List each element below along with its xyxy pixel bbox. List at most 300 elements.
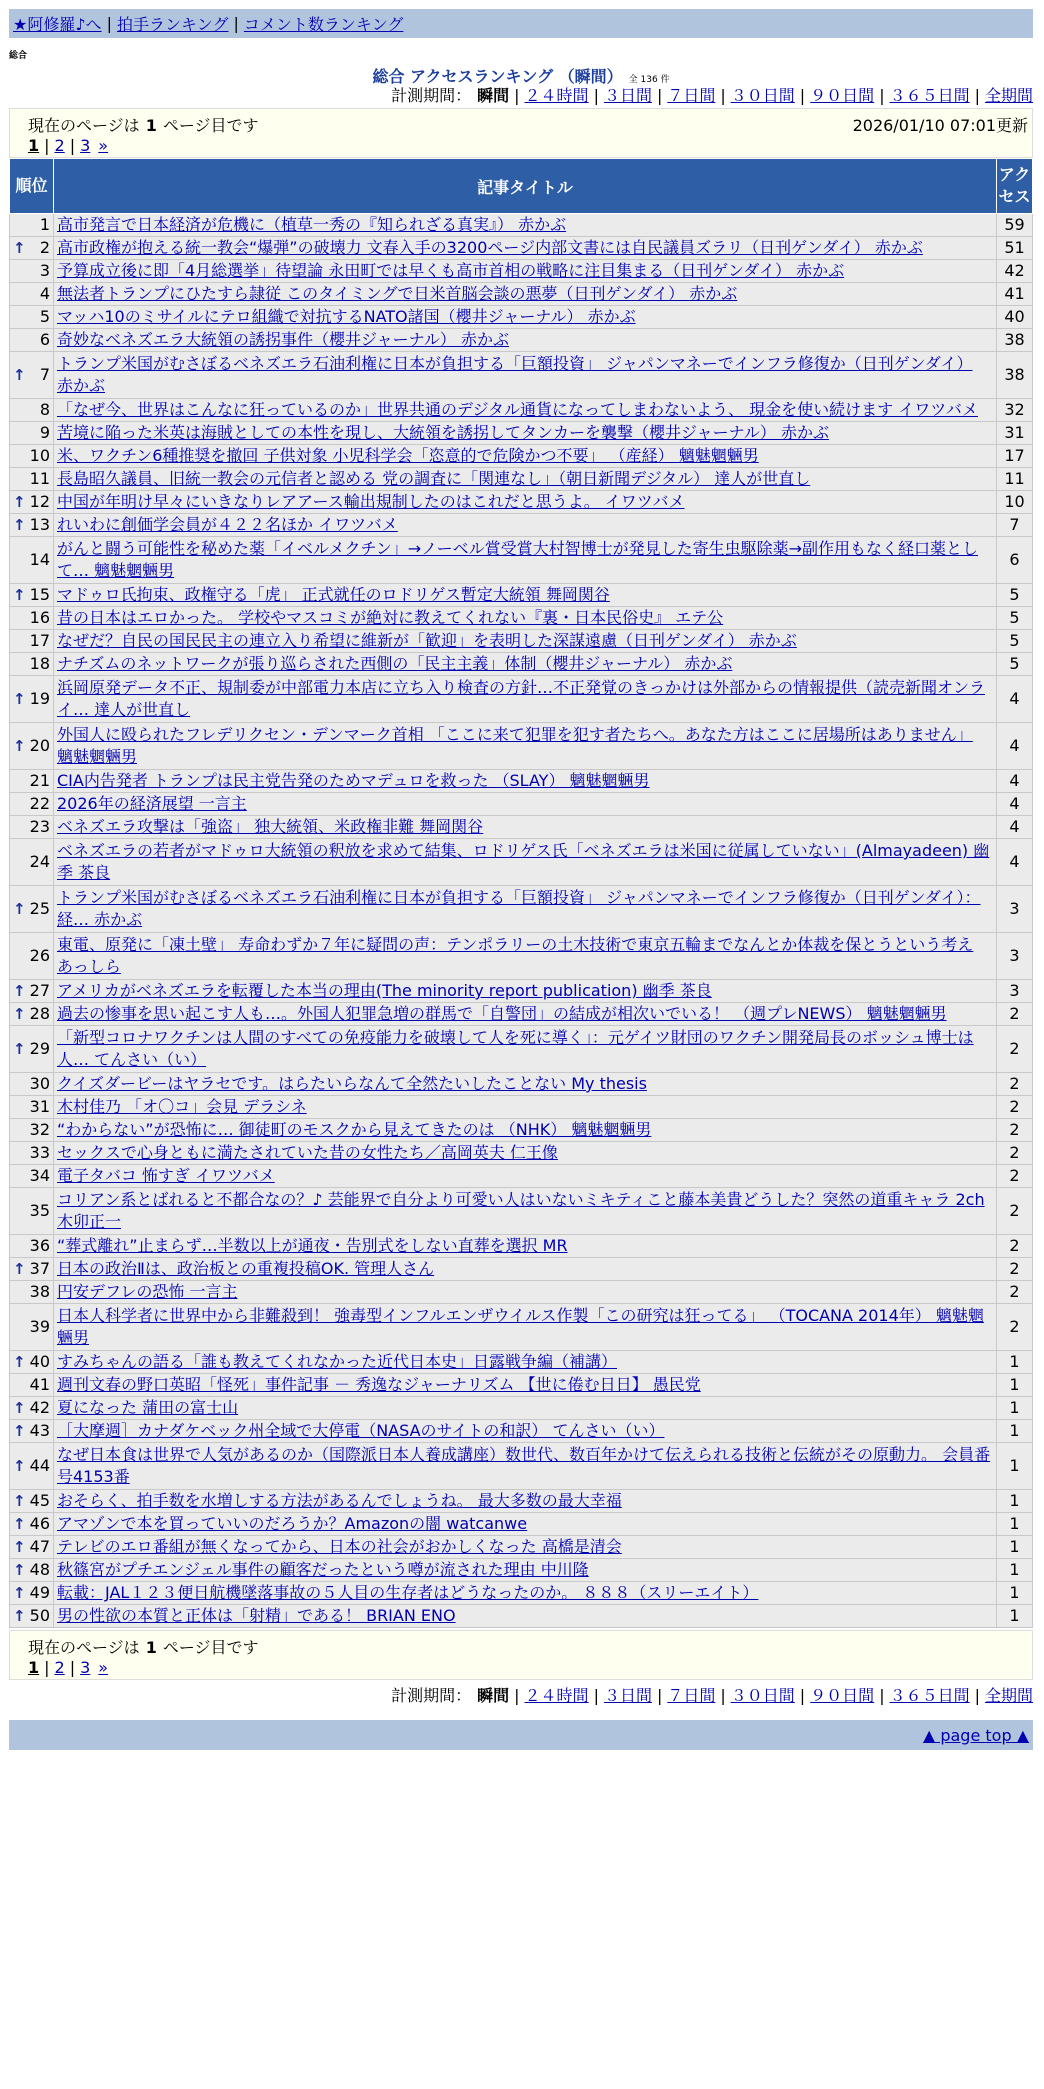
title-cell <box>54 607 997 630</box>
access-count: 2 <box>997 1258 1033 1281</box>
article-title-link[interactable]: CIA内告発者 トランプは民主党告発のためマデュロを救った （SLAY） 魑魅魍魎男 <box>57 771 650 790</box>
article-title-link[interactable]: がんと闘う可能性を秘めた薬「イベルメクチン」→ノーベル賞受賞大村智博士が発見した寄生虫駆除薬→副作用もなく経口薬として… 魑魅魍魎男 <box>57 539 979 580</box>
table-row <box>10 260 1033 283</box>
title-cell <box>54 1605 997 1628</box>
table-row <box>10 399 1033 422</box>
access-count: 41 <box>997 283 1033 306</box>
rank-number: 44 <box>29 1456 50 1475</box>
table-row <box>10 1443 1033 1490</box>
table-row <box>10 1605 1033 1628</box>
up-arrow-icon: ↑ <box>13 493 26 511</box>
table-row <box>10 839 1033 886</box>
pager-text-prefix: 現在のページは <box>28 1638 140 1657</box>
article-title-link[interactable]: おそらく、拍手数を水増しする方法があるんでしょうね。 最大多数の最大幸福 <box>57 1491 622 1510</box>
rank-number: 14 <box>29 550 50 569</box>
title-header: 記事タイトル <box>54 159 997 214</box>
table-row <box>10 1513 1033 1536</box>
article-title-link[interactable]: 過去の惨事を思い起こす人も…。外国人犯罪急増の群馬で「自警団」の結成が相次いでいる！ （週プレNEWS） 魑魅魍魎男 <box>57 1004 947 1023</box>
rank-number: 16 <box>29 608 50 627</box>
table-row <box>10 770 1033 793</box>
period-separator: | <box>514 1686 520 1705</box>
pager-separator: | <box>69 1658 76 1677</box>
rank-number: 31 <box>29 1097 50 1116</box>
rank-cell <box>10 1258 54 1281</box>
article-title-link[interactable]: 木村佳乃 「オ〇コ」会見 デラシネ <box>57 1097 307 1116</box>
rank-cell <box>10 1351 54 1374</box>
access-count: 51 <box>997 237 1033 260</box>
total-count: 全 136 件 <box>628 75 670 85</box>
ranking-table <box>9 158 1033 1628</box>
rank-number: 15 <box>29 585 50 604</box>
rank-number: 29 <box>29 1039 50 1058</box>
title-cell <box>54 1073 997 1096</box>
rank-cell <box>10 491 54 514</box>
period-option-6[interactable]: 全期間 <box>984 1686 1033 1705</box>
title-cell <box>54 1397 997 1420</box>
period-separator: | <box>974 1686 980 1705</box>
pager-text-suffix: ページ目です <box>162 1638 259 1657</box>
page-title-wrap <box>9 64 1033 84</box>
period-option-1[interactable]: ３日間 <box>603 86 652 105</box>
pager-status <box>28 1635 259 1658</box>
up-arrow-icon: ↑ <box>13 366 26 384</box>
table-row <box>10 1536 1033 1559</box>
table-row <box>10 653 1033 676</box>
title-cell <box>54 1188 997 1235</box>
title-cell <box>54 514 997 537</box>
article-title-link[interactable]: 「新型コロナワクチンは人間のすべての免疫能力を破壊して人を死に導く」：元ゲイツ財団のワクチン開発局長のボッシュ博士は人… てんさい（い） <box>57 1028 974 1069</box>
rank-number: 20 <box>29 736 50 755</box>
article-title-link[interactable]: “葬式離れ”止まらず…半数以上が通夜・告別式をしない直葬を選択 MR <box>57 1236 568 1255</box>
access-count: 1 <box>997 1605 1033 1628</box>
access-count: 2 <box>997 1304 1033 1351</box>
article-title-link[interactable]: 苦境に陥った米英は海賊としての本性を現し、大統領を誘拐してタンカーを襲撃（櫻井ジャーナル） 赤かぶ <box>57 423 829 442</box>
period-option-3[interactable]: ３０日間 <box>730 86 795 105</box>
rank-cell <box>10 770 54 793</box>
title-cell <box>54 1281 997 1304</box>
access-count: 3 <box>997 933 1033 980</box>
title-cell <box>54 1443 997 1490</box>
title-cell <box>54 723 997 770</box>
up-arrow-icon: ↑ <box>13 1260 26 1278</box>
article-title-link[interactable]: 長島昭久議員、旧統一教会の元信者と認める 党の調査に「関連なし」（朝日新聞デジタル） 達人が世直し <box>57 469 811 488</box>
up-arrow-icon: ↑ <box>13 1353 26 1371</box>
article-title-link[interactable]: 中国が年明け早々にいきなりレアアース輸出規制したのはこれだと思うよ。 イワツバメ <box>57 492 685 511</box>
title-cell <box>54 933 997 980</box>
rank-cell <box>10 445 54 468</box>
article-title-link[interactable]: れいわに創価学会員が４２２名ほか イワツバメ <box>57 515 398 534</box>
article-title-link[interactable]: 日本の政治Ⅱは、政治板との重複投稿OK. 管理人さん <box>57 1259 435 1278</box>
up-arrow-icon: ↑ <box>13 1040 26 1058</box>
rank-number: 39 <box>29 1317 50 1336</box>
rank-cell <box>10 1119 54 1142</box>
rank-cell <box>10 1582 54 1605</box>
pager-separator: | <box>44 1658 50 1677</box>
access-count: 5 <box>997 630 1033 653</box>
article-title-link[interactable]: 男の性欲の本質と正体は「射精」である！ BRIAN ENO <box>57 1606 456 1625</box>
rank-cell <box>10 237 54 260</box>
access-count: 42 <box>997 260 1033 283</box>
article-title-link[interactable]: ［大摩週］カナダケベック州全域で大停電（NASAのサイトの和訳） てんさい（い） <box>57 1421 665 1440</box>
rank-number: 27 <box>29 981 50 1000</box>
up-arrow-icon: ↑ <box>13 1399 26 1417</box>
rank-number: 17 <box>29 631 50 650</box>
title-cell <box>54 399 997 422</box>
period-option-5[interactable]: ３６５日間 <box>889 1686 970 1705</box>
article-title-link[interactable]: 奇妙なベネズエラ大統領の誘拐事件（櫻井ジャーナル） 赤かぶ <box>57 330 509 349</box>
period-option-3[interactable]: ３０日間 <box>730 1686 795 1705</box>
title-cell <box>54 306 997 329</box>
rank-number: 34 <box>29 1166 50 1185</box>
rank-number: 10 <box>29 446 50 465</box>
title-cell <box>54 1490 997 1513</box>
access-count: 4 <box>997 839 1033 886</box>
access-count: 1 <box>997 1513 1033 1536</box>
article-title-link[interactable]: マッハ10のミサイルにテロ組織で対抗するNATO諸国（櫻井ジャーナル） 赤かぶ <box>57 307 636 326</box>
table-row <box>10 1003 1033 1026</box>
article-title-link[interactable]: 高市発言で日本経済が危機に（植草一秀の『知られざる真実』） 赤かぶ <box>57 215 567 234</box>
access-count: 1 <box>997 1559 1033 1582</box>
title-cell <box>54 214 997 237</box>
access-count: 2 <box>997 1188 1033 1235</box>
rank-number: 24 <box>29 852 50 871</box>
pager-current-number: 1 <box>145 1638 157 1657</box>
pager-page-link[interactable]: 2 <box>54 136 65 155</box>
table-row <box>10 283 1033 306</box>
table-row <box>10 1304 1033 1351</box>
rank-cell <box>10 214 54 237</box>
period-option-1[interactable]: ３日間 <box>603 1686 652 1705</box>
access-count: 59 <box>997 214 1033 237</box>
article-title-link[interactable]: 高市政権が抱える統一教会“爆弾”の破壊力 文春入手の3200ページ内部文書には自民議員ズラリ（日刊ゲンダイ） 赤かぶ <box>57 238 923 257</box>
rank-number: 11 <box>29 469 50 488</box>
rank-number: 46 <box>29 1514 50 1533</box>
up-arrow-icon: ↑ <box>13 690 26 708</box>
table-row <box>10 584 1033 607</box>
access-count: 1 <box>997 1490 1033 1513</box>
article-title-link[interactable]: 予算成立後に即「4月総選挙」待望論 永田町では早くも高市首相の戦略に注目集まる（日刊ゲンダイ） 赤かぶ <box>57 261 845 280</box>
top-nav-bar <box>9 9 1033 38</box>
table-row <box>10 1582 1033 1605</box>
title-cell <box>54 1374 997 1397</box>
pager-text-suffix: ページ目です <box>162 116 259 135</box>
up-arrow-icon: ↑ <box>13 1584 26 1602</box>
rank-number: 12 <box>29 492 50 511</box>
article-title-link[interactable]: 東電、原発に「凍土壁」 寿命わずか７年に疑問の声：テンポラリーの土木技術で東京五輪までなんとか体裁を保とうという考え あっしら <box>57 935 974 976</box>
table-row <box>10 630 1033 653</box>
access-count: 1 <box>997 1351 1033 1374</box>
title-cell <box>54 676 997 723</box>
table-row <box>10 1119 1033 1142</box>
rank-cell <box>10 1490 54 1513</box>
access-count: 2 <box>997 1165 1033 1188</box>
rank-number: 47 <box>29 1537 50 1556</box>
rank-cell <box>10 329 54 352</box>
pager-next-link[interactable]: » <box>98 136 109 155</box>
period-current: 瞬間 <box>477 86 510 105</box>
article-title-link[interactable]: マドゥロ氏拘束、政権守る「虎」 正式就任のロドリゲス暫定大統領 舞岡関谷 <box>57 585 610 604</box>
access-count: 17 <box>997 445 1033 468</box>
period-option-0[interactable]: ２４時間 <box>524 86 589 105</box>
rank-number: 50 <box>29 1606 50 1625</box>
rank-cell <box>10 1073 54 1096</box>
rank-cell <box>10 1304 54 1351</box>
pager-current-number: 1 <box>145 116 157 135</box>
nav-separator: | <box>106 14 112 33</box>
access-count: 38 <box>997 352 1033 399</box>
rank-cell <box>10 537 54 584</box>
table-row <box>10 422 1033 445</box>
rank-number: 45 <box>29 1491 50 1510</box>
period-option-0[interactable]: ２４時間 <box>524 1686 589 1705</box>
comment-ranking-link[interactable]: コメント数ランキング <box>243 15 404 34</box>
period-option-6[interactable]: 全期間 <box>984 86 1033 105</box>
article-title-link[interactable]: ベネズエラの若者がマドゥロ大統領の釈放を求めて結集、ロドリゲス氏「ベネズエラは米国に従属していない」(Almayadeen) 幽季 茶良 <box>57 841 990 882</box>
rank-number: 38 <box>29 1282 50 1301</box>
article-title-link[interactable]: アメリカがベネズエラを転覆した本当の理由(The minority report publication) 幽季 茶良 <box>57 981 712 1000</box>
rank-cell <box>10 584 54 607</box>
article-title-link[interactable]: 秋篠宮がプチエンジェル事件の顧客だったという噂が流された理由 中川隆 <box>57 1560 589 1579</box>
access-count: 1 <box>997 1536 1033 1559</box>
pager-next-link[interactable]: » <box>98 1658 109 1677</box>
article-title-link[interactable]: 浜岡原発データ不正、規制委が中部電力本店に立ち入り検査の方針…不正発覚のきっかけは外部からの情報提供（読売新聞オンライ… 達人が世直し <box>57 678 986 719</box>
rank-cell <box>10 1605 54 1628</box>
article-title-link[interactable]: テレビのエロ番組が無くなってから、日本の社会がおかしくなった 高橋是清会 <box>57 1537 622 1556</box>
rank-cell <box>10 793 54 816</box>
article-title-link[interactable]: 電子タバコ 怖すぎ イワツバメ <box>57 1166 275 1185</box>
rank-cell <box>10 1397 54 1420</box>
title-cell <box>54 770 997 793</box>
clap-ranking-link[interactable]: 拍手ランキング <box>116 15 229 34</box>
article-title-link[interactable]: トランプ米国がむさぼるベネズエラ石油利権に日本が負担する「巨額投資」 ジャパンマネーでインフラ修復か（日刊ゲンダイ）： 経… 赤かぶ <box>57 888 981 929</box>
rank-cell <box>10 933 54 980</box>
period-option-2[interactable]: ７日間 <box>667 86 716 105</box>
rank-cell <box>10 1513 54 1536</box>
access-count: 5 <box>997 653 1033 676</box>
up-arrow-icon: ↑ <box>13 516 26 534</box>
rank-cell <box>10 422 54 445</box>
table-row <box>10 1374 1033 1397</box>
access-count: 3 <box>997 886 1033 933</box>
pager-box-bottom <box>9 1630 1033 1680</box>
article-title-link[interactable]: セックスで心身ともに満たされていた昔の女性たち／高岡英夫 仁王像 <box>57 1143 558 1162</box>
article-title-link[interactable]: 転載：JAL１２３便日航機墜落事故の５人目の生存者はどうなったのか。 ８８８（スリーエイト） <box>57 1583 759 1602</box>
table-row <box>10 1559 1033 1582</box>
rank-cell <box>10 1235 54 1258</box>
title-cell <box>54 1420 997 1443</box>
updated-timestamp: 2026/01/10 07:01更新 <box>852 116 1028 135</box>
table-header-row <box>10 159 1033 214</box>
pager-links <box>28 136 108 155</box>
rank-cell <box>10 1142 54 1165</box>
rank-number: 4 <box>39 284 50 303</box>
table-row <box>10 886 1033 933</box>
rank-number: 5 <box>39 307 50 326</box>
rank-number: 42 <box>29 1398 50 1417</box>
table-row <box>10 676 1033 723</box>
article-title-link[interactable]: アマゾンで本を買っていいのだろうか？Amazonの闇 watcanwe <box>57 1514 528 1533</box>
table-row <box>10 607 1033 630</box>
article-title-link[interactable]: ベネズエラ攻撃は「強盗」 独大統領、米政権非難 舞岡関谷 <box>57 817 484 836</box>
table-row <box>10 1281 1033 1304</box>
table-row <box>10 491 1033 514</box>
period-separator: | <box>514 86 520 105</box>
table-row <box>10 1490 1033 1513</box>
rank-number: 36 <box>29 1236 50 1255</box>
table-row <box>10 514 1033 537</box>
up-arrow-icon: ↑ <box>13 1005 26 1023</box>
title-cell <box>54 886 997 933</box>
rank-number: 22 <box>29 794 50 813</box>
period-separator: | <box>879 1686 885 1705</box>
rank-number: 1 <box>39 215 50 234</box>
rank-number: 23 <box>29 817 50 836</box>
access-count: 5 <box>997 607 1033 630</box>
rank-number: 32 <box>29 1120 50 1139</box>
title-cell <box>54 1003 997 1026</box>
access-count: 2 <box>997 1003 1033 1026</box>
rank-number: 6 <box>39 330 50 349</box>
title-cell <box>54 422 997 445</box>
pager-separator: | <box>44 136 50 155</box>
access-count: 1 <box>997 1397 1033 1420</box>
rank-number: 18 <box>29 654 50 673</box>
rank-cell <box>10 676 54 723</box>
article-title-link[interactable]: トランプ米国がむさぼるベネズエラ石油利権に日本が負担する「巨額投資」 ジャパンマネーでインフラ修復か（日刊ゲンダイ） 赤かぶ <box>57 354 973 395</box>
rank-cell <box>10 260 54 283</box>
up-arrow-icon: ↑ <box>13 586 26 604</box>
title-cell <box>54 1582 997 1605</box>
rank-cell <box>10 1003 54 1026</box>
period-separator: | <box>879 86 885 105</box>
title-cell <box>54 1165 997 1188</box>
rank-cell <box>10 1559 54 1582</box>
article-title-link[interactable]: 無法者トランプにひたすら隷従 このタイミングで日米首脳会談の悪夢（日刊ゲンダイ） 赤かぶ <box>57 284 738 303</box>
period-label: 計測期間： <box>391 1686 472 1705</box>
title-cell <box>54 793 997 816</box>
period-separator: | <box>720 1686 726 1705</box>
pager-page-link[interactable]: 2 <box>54 1658 65 1677</box>
title-cell <box>54 1026 997 1073</box>
article-title-link[interactable]: 昔の日本はエロかった。 学校やマスコミが絶対に教えてくれない『裏・日本民俗史』 エテ公 <box>57 608 724 627</box>
article-title-link[interactable]: クイズダービーはヤラセです。はらたいらなんて全然たいしたことない My thesis <box>57 1074 647 1093</box>
article-title-link[interactable]: コリアン系とばれると不都合なの？♪ 芸能界で自分より可愛い人はいないミキティこと藤本美貴どうした？突然の道重キャラ 2ch 木卯正一 <box>57 1190 985 1231</box>
title-cell <box>54 237 997 260</box>
rank-cell <box>10 816 54 839</box>
title-cell <box>54 352 997 399</box>
rank-number: 9 <box>39 423 50 442</box>
rank-cell <box>10 1374 54 1397</box>
rank-number: 40 <box>29 1352 50 1371</box>
title-cell <box>54 1119 997 1142</box>
page <box>9 9 1033 1750</box>
access-count: 10 <box>997 491 1033 514</box>
table-row <box>10 816 1033 839</box>
table-row <box>10 445 1033 468</box>
access-count: 38 <box>997 329 1033 352</box>
table-row <box>10 537 1033 584</box>
title-cell <box>54 1351 997 1374</box>
access-count: 32 <box>997 399 1033 422</box>
article-title-link[interactable]: ナチズムのネットワークが張り巡らされた西側の「民主主義」体制（櫻井ジャーナル） 赤かぶ <box>57 654 733 673</box>
article-title-link[interactable]: 円安デフレの恐怖 一言主 <box>57 1282 238 1301</box>
table-row <box>10 723 1033 770</box>
access-count: 11 <box>997 468 1033 491</box>
rank-cell <box>10 653 54 676</box>
access-count: 2 <box>997 1096 1033 1119</box>
access-count: 4 <box>997 676 1033 723</box>
title-cell <box>54 537 997 584</box>
rank-number: 48 <box>29 1560 50 1579</box>
article-title-link[interactable]: なぜ日本食は世界で人気があるのか（国際派日本人養成講座）数世代、数百年かけて伝えられる技術と伝統がその原動力。 会員番号4153番 <box>57 1445 991 1486</box>
rank-number: 19 <box>29 689 50 708</box>
access-count: 4 <box>997 770 1033 793</box>
article-title-link[interactable]: 週刊文春の野口英昭「怪死」事件記事 － 秀逸なジャーナリズム 【世に倦む日日】 愚民党 <box>57 1375 701 1394</box>
rank-number: 2 <box>39 238 50 257</box>
access-count: 2 <box>997 1281 1033 1304</box>
up-arrow-icon: ↑ <box>13 1561 26 1579</box>
article-title-link[interactable]: 2026年の経済展望 一言主 <box>57 794 247 813</box>
article-title-link[interactable]: 米、ワクチン6種推奨を撤回 子供対象 小児科学会「恣意的で危険かつ不要」 （産経） 魑魅魍魎男 <box>57 446 759 465</box>
rank-cell <box>10 839 54 886</box>
rank-cell <box>10 607 54 630</box>
article-title-link[interactable]: “わからない”が恐怖に… 御徒町のモスクから見えてきたのは （NHK） 魑魅魍魎男 <box>57 1120 652 1139</box>
access-count: 2 <box>997 1142 1033 1165</box>
access-count: 40 <box>997 306 1033 329</box>
rank-cell <box>10 468 54 491</box>
article-title-link[interactable]: 外国人に殴られたフレデリクセン・デンマーク首相 「ここに来て犯罪を犯す者たちへ。あなた方はここに居場所はありません」 魑魅魍魎男 <box>57 725 973 766</box>
rank-number: 25 <box>29 899 50 918</box>
access-count: 1 <box>997 1443 1033 1490</box>
table-row <box>10 1165 1033 1188</box>
page-top-link[interactable]: ▲ page top ▲ <box>922 1725 1029 1745</box>
article-title-link[interactable]: すみちゃんの語る「誰も教えてくれなかった近代日本史」日露戦争編（補講） <box>57 1352 618 1371</box>
table-row <box>10 468 1033 491</box>
access-count: 31 <box>997 422 1033 445</box>
home-link[interactable]: ★阿修羅♪へ <box>13 15 102 34</box>
article-title-link[interactable]: 「なぜ今、世界はこんなに狂っているのか」世界共通のデジタル通貨になってしまわないよう、 現金を使い続けます イワツバメ <box>57 400 978 419</box>
article-title-link[interactable]: 日本人科学者に世界中から非難殺到！ 強毒型インフルエンザウイルス作製「この研究は狂ってる」 （TOCANA 2014年） 魑魅魍魎男 <box>57 1306 984 1347</box>
title-cell <box>54 653 997 676</box>
page-title: 総合 アクセスランキング （瞬間） <box>372 67 623 86</box>
period-option-2[interactable]: ７日間 <box>667 1686 716 1705</box>
access-count: 4 <box>997 816 1033 839</box>
pager-page-link[interactable]: 3 <box>80 1658 91 1677</box>
title-cell <box>54 445 997 468</box>
pager-page-link[interactable]: 3 <box>80 136 91 155</box>
period-option-4[interactable]: ９０日間 <box>810 86 875 105</box>
pager-box <box>9 108 1033 158</box>
period-separator: | <box>799 86 806 105</box>
access-count: 4 <box>997 723 1033 770</box>
rank-cell <box>10 1026 54 1073</box>
period-option-5[interactable]: ３６５日間 <box>889 86 970 105</box>
period-separator: | <box>799 1686 806 1705</box>
access-count: 3 <box>997 980 1033 1003</box>
article-title-link[interactable]: なぜだ？自民の国民民主の連立入り希望に維新が「歓迎」を表明した深謀遠慮（日刊ゲンダイ） 赤かぶ <box>57 631 797 650</box>
period-option-4[interactable]: ９０日間 <box>810 1686 875 1705</box>
title-cell <box>54 839 997 886</box>
rank-header: 順位 <box>10 159 54 214</box>
period-selector <box>9 84 1033 108</box>
title-cell <box>54 1258 997 1281</box>
article-title-link[interactable]: 夏になった 蒲田の富士山 <box>57 1398 239 1417</box>
rank-number: 41 <box>29 1375 50 1394</box>
pager-current-page: 1 <box>28 136 40 155</box>
table-row <box>10 793 1033 816</box>
period-separator: | <box>974 86 980 105</box>
rank-number: 49 <box>29 1583 50 1602</box>
